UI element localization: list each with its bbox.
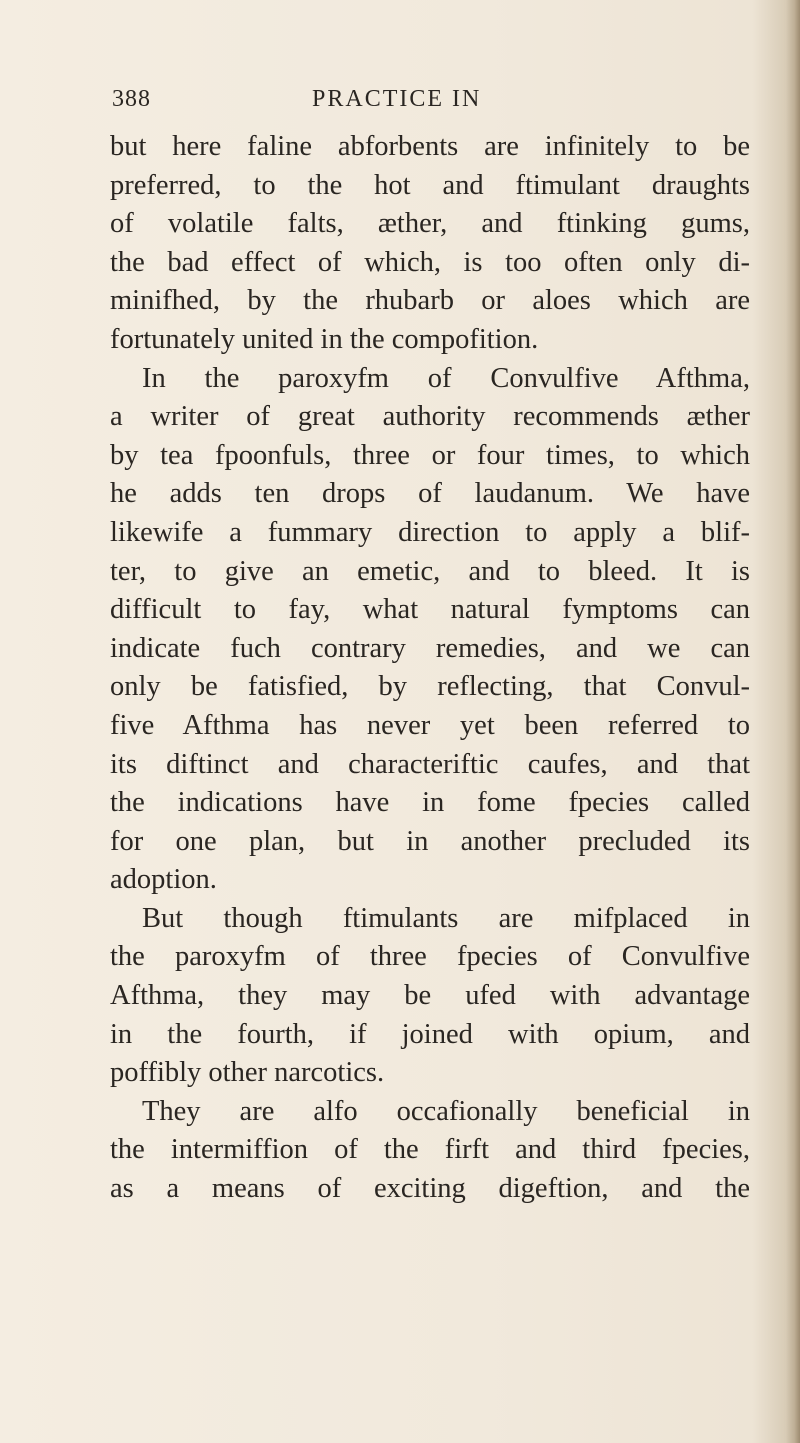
text-line: poffibly other narcotics.: [110, 1057, 385, 1089]
text-line: the bad effect of which, is too often only di-: [110, 246, 750, 278]
page-number: 388: [112, 86, 151, 112]
text-line: the paroxyfm of three fpecies of Convulfive: [110, 941, 750, 973]
text-line: Afthma, they may be ufed with advantage: [110, 980, 750, 1012]
text-line: minifhed, by the rhubarb or aloes which are: [110, 285, 750, 317]
text-line: of volatile falts, æther, and ftinking gums,: [110, 208, 750, 240]
paragraph-start-line: In the paroxyfm of Convulfive Afthma,: [142, 362, 750, 394]
text-line: only be fatisfied, by reflecting, that Convul-: [110, 671, 750, 703]
paragraph-start-line: They are alfo occafionally beneficial in: [142, 1095, 750, 1127]
text-line: indicate fuch contrary remedies, and we can: [110, 632, 750, 664]
text-line: the indications have in fome fpecies called: [110, 787, 750, 819]
text-line: adoption.: [110, 864, 217, 896]
text-line: he adds ten drops of laudanum. We have: [110, 478, 750, 510]
text-line: its diftinct and characteriftic caufes, and that: [110, 748, 750, 780]
running-head: [112, 86, 732, 122]
text-line: preferred, to the hot and ftimulant draughts: [110, 169, 750, 201]
text-line: but here faline abforbents are infinitely to be: [110, 131, 750, 162]
text-line: the intermiffion of the firft and third fpecies,: [110, 1134, 750, 1166]
text-line: for one plan, but in another precluded its: [110, 825, 750, 857]
text-line: as a means of exciting digeftion, and the: [110, 1173, 750, 1205]
text-line: by tea fpoonfuls, three or four times, to which: [110, 439, 750, 471]
text-line: a writer of great authority recommends æther: [110, 401, 750, 433]
text-line: ter, to give an emetic, and to bleed. It is: [110, 555, 750, 587]
text-line: fortunately united in the compofition.: [110, 323, 539, 355]
page-edge-shadow: [786, 0, 800, 1443]
text-line: likewife a fummary direction to apply a blif-: [110, 516, 750, 548]
body-text: [110, 128, 750, 1209]
running-title: PRACTICE IN: [312, 86, 482, 112]
text-line: five Afthma has never yet been referred to: [110, 709, 750, 741]
text-line: in the fourth, if joined with opium, and: [110, 1018, 750, 1050]
paragraph-start-line: But though ftimulants are mifplaced in: [142, 902, 750, 934]
text-line: difficult to fay, what natural fymptoms can: [110, 594, 750, 626]
